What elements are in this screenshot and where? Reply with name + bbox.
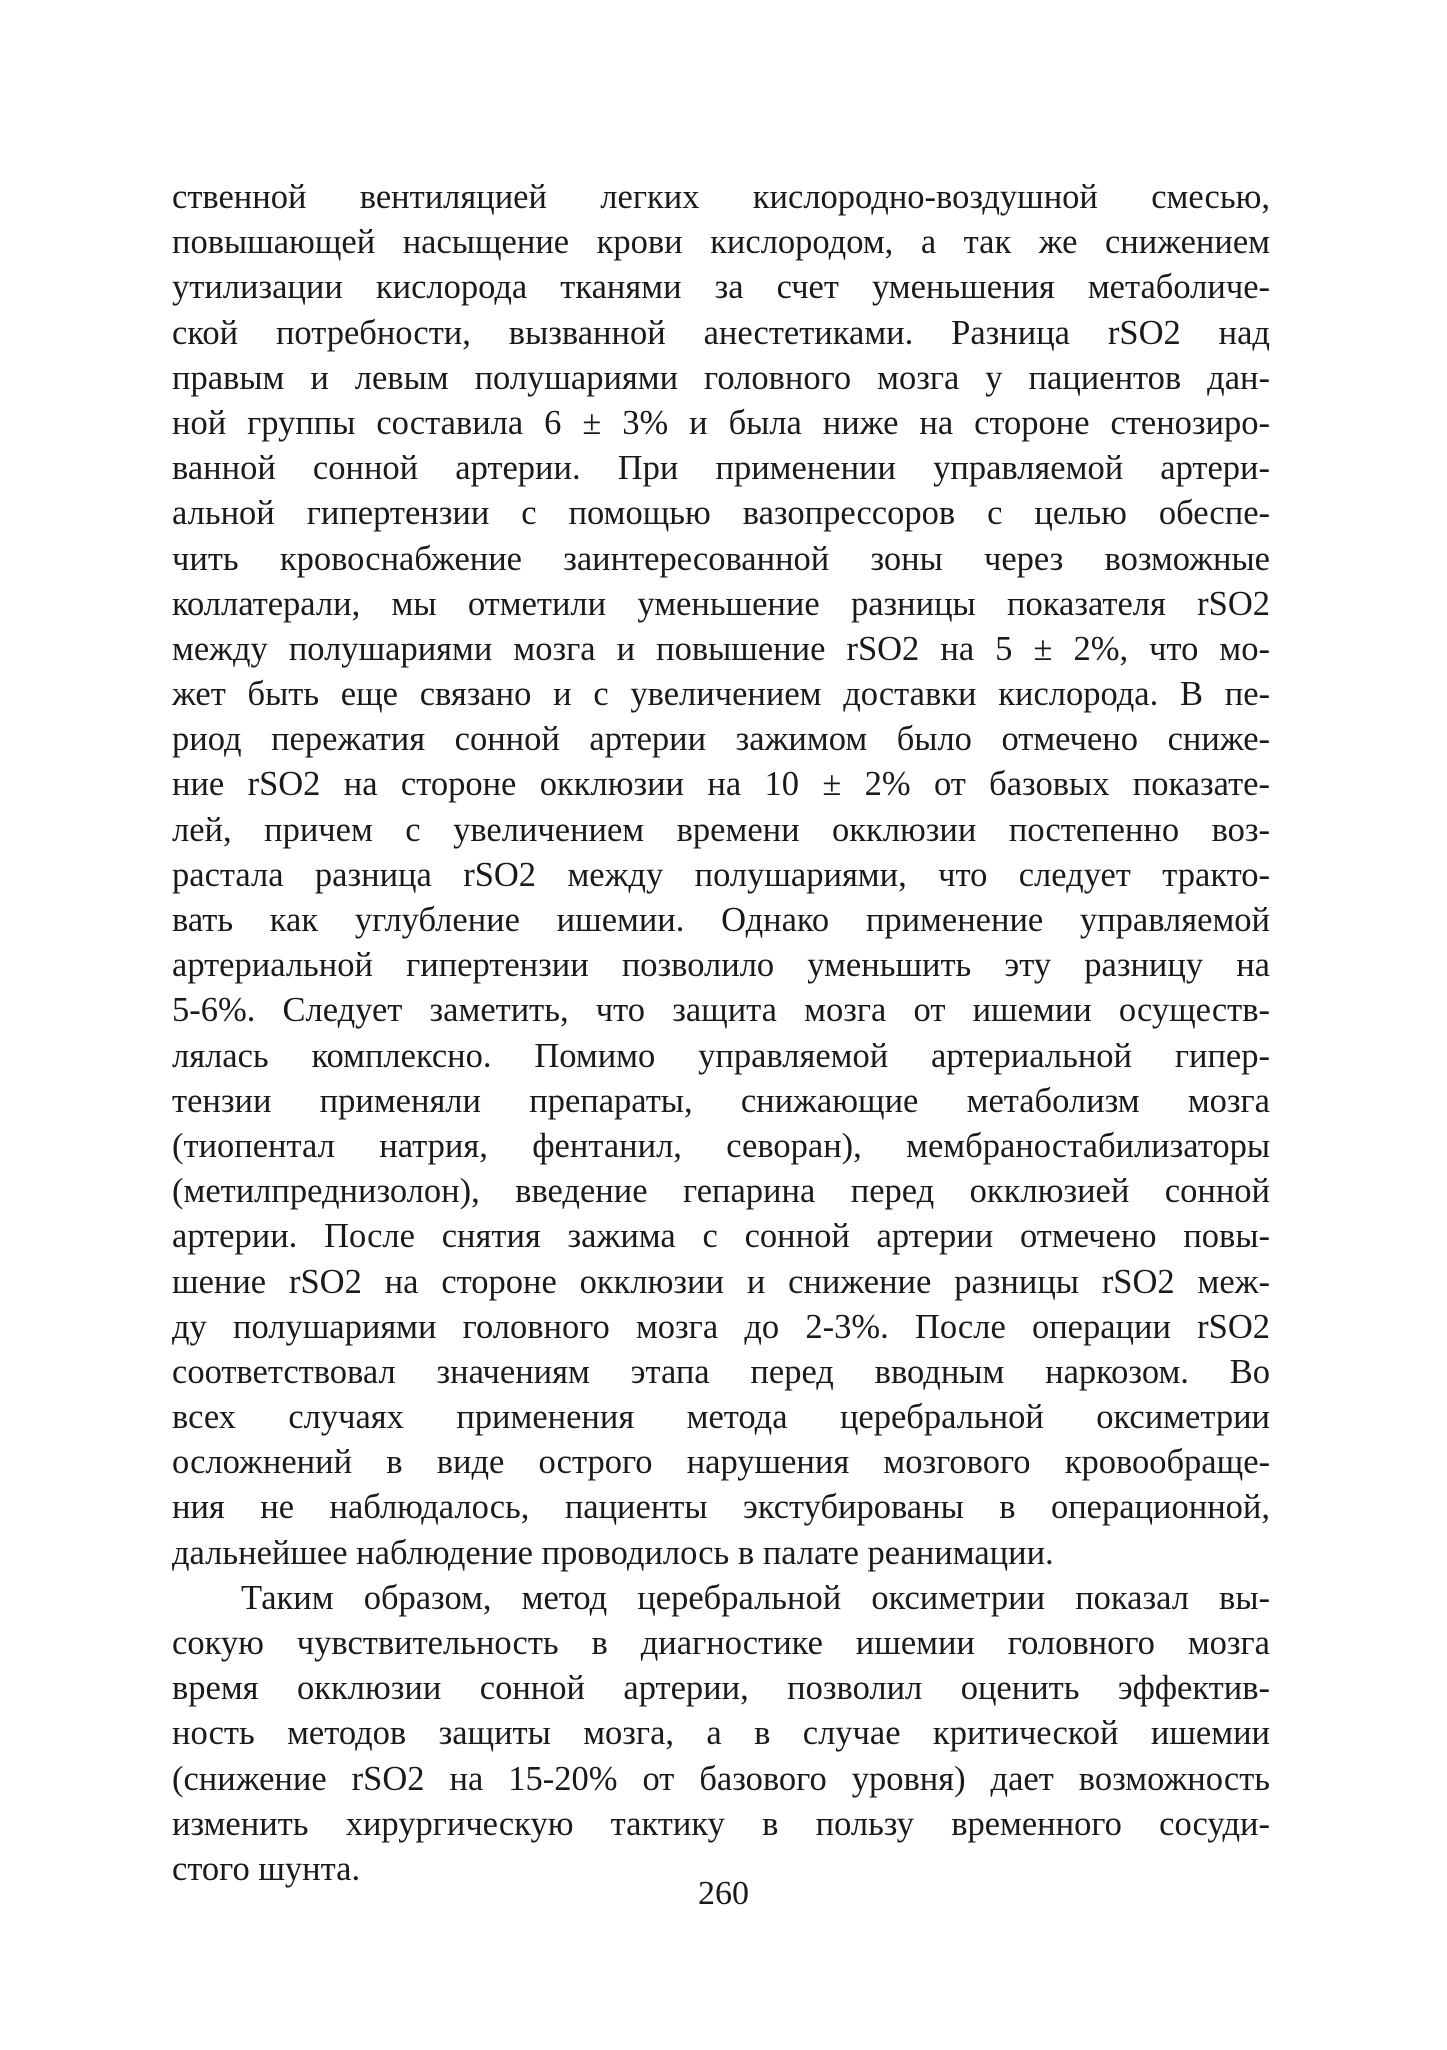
text-line: тензии применяли препараты, снижающие метаболизм мозга — [172, 1081, 1270, 1120]
text-line: время окклюзии сонной артерии, позволил оценить эффектив- — [172, 1669, 1270, 1708]
text-line: повышающей насыщение крови кислородом, а так же снижением — [172, 223, 1270, 262]
text-line: шение rSO2 на стороне окклюзии и снижение разницы rSO2 меж- — [172, 1262, 1270, 1301]
text-line: стого шунта. — [172, 1849, 361, 1888]
paragraph — [172, 175, 1270, 1576]
paragraph — [172, 1576, 1270, 1892]
body-text — [172, 175, 1270, 1892]
text-line: артерии. После снятия зажима с сонной артерии отмечено повы- — [172, 1217, 1270, 1256]
text-line: дальнейшее наблюдение проводилось в палате реанимации. — [172, 1533, 1054, 1572]
text-line: ния не наблюдалось, пациенты экстубированы в операционной, — [172, 1488, 1270, 1527]
text-line: вать как углубление ишемии. Однако применение управляемой — [172, 901, 1270, 939]
text-line: ность методов защиты мозга, а в случае критической ишемии — [172, 1714, 1270, 1753]
text-line: (метилпреднизолон), введение гепарина перед окклюзией сонной — [172, 1172, 1270, 1211]
text-line: растала разница rSO2 между полушариями, что следует тракто- — [172, 855, 1270, 894]
text-line: чить кровоснабжение заинтересованной зоны через возможные — [172, 539, 1270, 578]
text-line: сокую чувствительность в диагностике ишемии головного мозга — [172, 1624, 1270, 1662]
text-line: 5-6%. Следует заметить, что защита мозга от ишемии осуществ- — [172, 991, 1270, 1030]
text-line: ванной сонной артерии. При применении управляемой артери- — [172, 449, 1270, 488]
text-line: утилизации кислорода тканями за счет уменьшения метаболиче- — [172, 268, 1270, 307]
text-line: альной гипертензии с помощью вазопрессоров с целью обеспе- — [172, 494, 1270, 533]
text-line: артериальной гипертензии позволило уменьшить эту разницу на — [172, 946, 1270, 985]
text-line: осложнений в виде острого нарушения мозгового кровообраще- — [172, 1443, 1270, 1482]
text-line: ние rSO2 на стороне окклюзии на 10 ± 2% от базовых показате- — [172, 765, 1270, 804]
text-line: (снижение rSO2 на 15-20% от базового уровня) дает возможность — [172, 1759, 1270, 1798]
text-line: соответствовал значениям этапа перед вводным наркозом. Во — [172, 1352, 1270, 1391]
text-line: изменить хирургическую тактику в пользу временного сосуди- — [172, 1804, 1270, 1843]
text-line: лей, причем с увеличением времени окклюзии постепенно воз- — [172, 810, 1270, 849]
text-line: лялась комплексно. Помимо управляемой артериальной гипер- — [172, 1036, 1270, 1075]
text-line: ду полушариями головного мозга до 2-3%. После операции rSO2 — [172, 1307, 1270, 1346]
text-line: ственной вентиляцией легких кислородно-воздушной смесью, — [172, 178, 1270, 216]
text-line: всех случаях применения метода церебральной оксиметрии — [172, 1398, 1270, 1437]
text-line: ной группы составила 6 ± 3% и была ниже на стороне стенозиро- — [172, 403, 1270, 442]
text-line: жет быть еще связано и с увеличением доставки кислорода. В пе- — [172, 675, 1270, 714]
text-line: между полушариями мозга и повышение rSO2 на 5 ± 2%, что мо- — [172, 629, 1270, 668]
page-number: 260 — [698, 1875, 749, 1912]
text-line: коллатерали, мы отметили уменьшение разницы показателя rSO2 — [172, 584, 1270, 623]
text-line: ской потребности, вызванной анестетиками. Разница rSO2 над — [172, 313, 1270, 352]
text-line: Таким образом, метод церебральной оксиметрии показал вы- — [241, 1578, 1270, 1617]
text-line: правым и левым полушариями головного мозга у пациентов дан- — [172, 358, 1270, 397]
text-line: (тиопентал натрия, фентанил, севоран), мембраностабилизаторы — [172, 1126, 1270, 1165]
text-line: риод пережатия сонной артерии зажимом было отмечено сниже- — [172, 720, 1270, 759]
